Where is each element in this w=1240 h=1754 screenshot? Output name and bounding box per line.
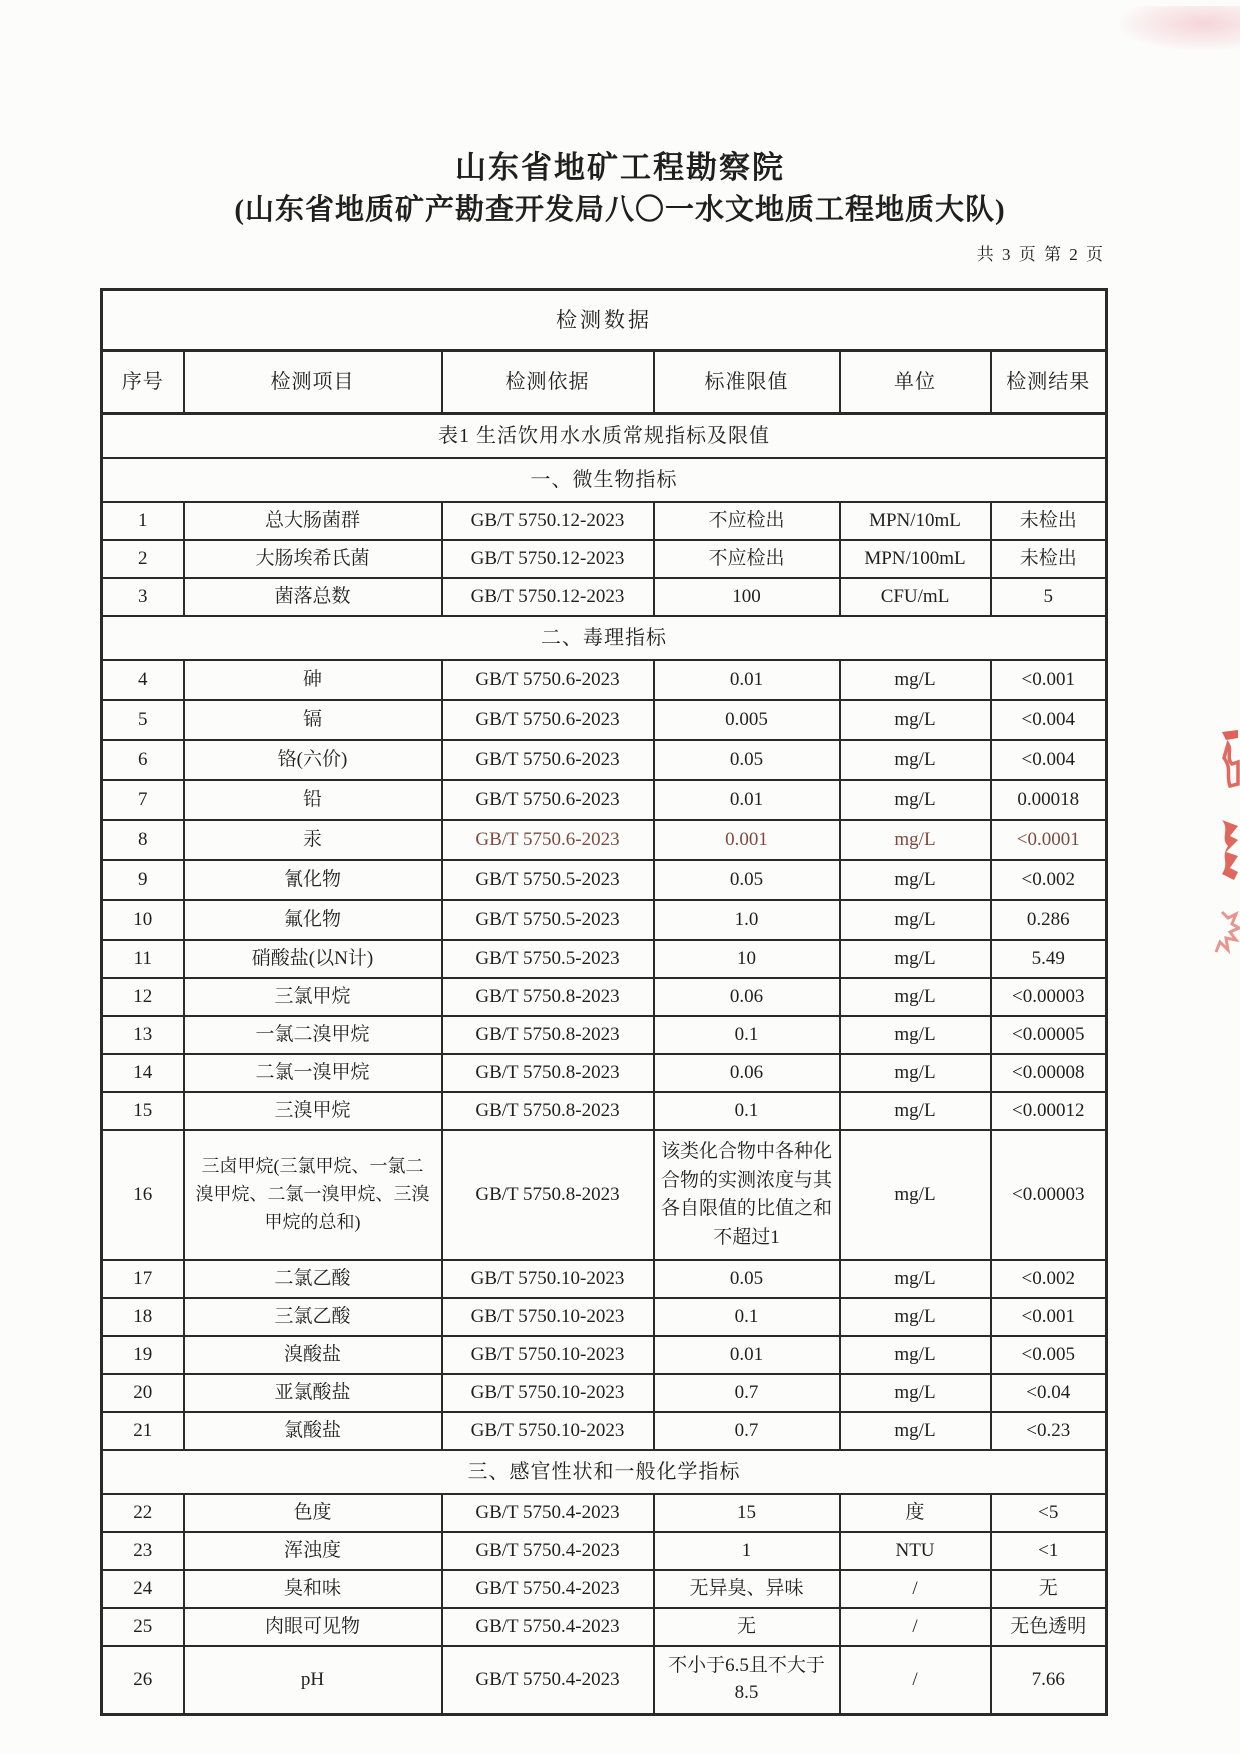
- cell-result: <0.005: [991, 1336, 1107, 1374]
- cell-item: 臭和味: [184, 1570, 442, 1608]
- section-label: 表1 生活饮用水水质常规指标及限值: [102, 414, 1107, 459]
- cell-no: 13: [102, 1016, 184, 1054]
- cell-basis: GB/T 5750.12-2023: [442, 540, 654, 578]
- cell-limit: 10: [654, 940, 840, 978]
- cell-no: 3: [102, 578, 184, 616]
- cell-no: 19: [102, 1336, 184, 1374]
- cell-limit: 不小于6.5且不大于8.5: [654, 1646, 840, 1715]
- seal-fragment-icon: [1214, 908, 1240, 956]
- cell-unit: mg/L: [840, 1092, 991, 1130]
- cell-item: 氰化物: [184, 860, 442, 900]
- cell-no: 7: [102, 780, 184, 820]
- cell-limit: 0.05: [654, 860, 840, 900]
- cell-limit: 1: [654, 1532, 840, 1570]
- cell-result: <0.00008: [991, 1054, 1107, 1092]
- cell-item: 氟化物: [184, 900, 442, 940]
- cell-no: 8: [102, 820, 184, 860]
- table-row: [102, 978, 1107, 1016]
- cell-item: 溴酸盐: [184, 1336, 442, 1374]
- cell-basis: GB/T 5750.4-2023: [442, 1608, 654, 1646]
- cell-basis: GB/T 5750.10-2023: [442, 1298, 654, 1336]
- table-row: [102, 578, 1107, 616]
- cell-unit: mg/L: [840, 1374, 991, 1412]
- cell-unit: mg/L: [840, 860, 991, 900]
- column-header-basis: 检测依据: [442, 351, 654, 414]
- table-row: [102, 1336, 1107, 1374]
- cell-no: 15: [102, 1092, 184, 1130]
- cell-unit: /: [840, 1570, 991, 1608]
- column-header-result: 检测结果: [991, 351, 1107, 414]
- cell-basis: GB/T 5750.5-2023: [442, 940, 654, 978]
- seal-fragment-icon: [1218, 728, 1240, 788]
- table-row: [102, 1412, 1107, 1450]
- cell-basis: GB/T 5750.8-2023: [442, 1092, 654, 1130]
- cell-limit: 0.01: [654, 1336, 840, 1374]
- cell-basis: GB/T 5750.6-2023: [442, 740, 654, 780]
- cell-basis: GB/T 5750.4-2023: [442, 1532, 654, 1570]
- table-row: [102, 940, 1107, 978]
- column-header-row: [102, 351, 1107, 414]
- cell-result: <0.00012: [991, 1092, 1107, 1130]
- cell-basis: GB/T 5750.8-2023: [442, 1054, 654, 1092]
- cell-item: 三氯甲烷: [184, 978, 442, 1016]
- cell-no: 1: [102, 502, 184, 540]
- cell-limit: 0.01: [654, 660, 840, 700]
- cell-result: 0.286: [991, 900, 1107, 940]
- cell-basis: GB/T 5750.8-2023: [442, 978, 654, 1016]
- cell-no: 10: [102, 900, 184, 940]
- cell-basis: GB/T 5750.5-2023: [442, 860, 654, 900]
- cell-item: 硝酸盐(以N计): [184, 940, 442, 978]
- cell-no: 2: [102, 540, 184, 578]
- column-header-unit: 单位: [840, 351, 991, 414]
- cell-result: <0.002: [991, 1260, 1107, 1298]
- cell-basis: GB/T 5750.4-2023: [442, 1570, 654, 1608]
- table-row: [102, 1608, 1107, 1646]
- cell-limit: 无: [654, 1608, 840, 1646]
- cell-basis: GB/T 5750.12-2023: [442, 502, 654, 540]
- table-row: [102, 740, 1107, 780]
- test-data-table: [100, 288, 1108, 1716]
- cell-basis: GB/T 5750.6-2023: [442, 820, 654, 860]
- table-row: [102, 700, 1107, 740]
- cell-limit: 0.005: [654, 700, 840, 740]
- cell-limit: 0.06: [654, 978, 840, 1016]
- cell-result: <0.004: [991, 700, 1107, 740]
- cell-result: 0.00018: [991, 780, 1107, 820]
- cell-limit: 0.01: [654, 780, 840, 820]
- cell-item: 铬(六价): [184, 740, 442, 780]
- column-header-no: 序号: [102, 351, 184, 414]
- cell-unit: mg/L: [840, 1054, 991, 1092]
- cell-unit: mg/L: [840, 700, 991, 740]
- cell-result: <0.004: [991, 740, 1107, 780]
- cell-no: 18: [102, 1298, 184, 1336]
- cell-unit: mg/L: [840, 780, 991, 820]
- cell-limit: 不应检出: [654, 502, 840, 540]
- cell-no: 17: [102, 1260, 184, 1298]
- cell-item: 总大肠菌群: [184, 502, 442, 540]
- cell-result: <0.0001: [991, 820, 1107, 860]
- cell-no: 14: [102, 1054, 184, 1092]
- cell-result: 未检出: [991, 502, 1107, 540]
- cell-item: 二氯一溴甲烷: [184, 1054, 442, 1092]
- cell-basis: GB/T 5750.6-2023: [442, 660, 654, 700]
- cell-limit: 不应检出: [654, 540, 840, 578]
- table-title-row: [102, 290, 1107, 351]
- cell-unit: mg/L: [840, 940, 991, 978]
- table-row: [102, 1298, 1107, 1336]
- cell-limit: 0.06: [654, 1054, 840, 1092]
- table-row: [102, 502, 1107, 540]
- cell-result: <1: [991, 1532, 1107, 1570]
- cell-result: 7.66: [991, 1646, 1107, 1715]
- cell-basis: GB/T 5750.4-2023: [442, 1494, 654, 1532]
- section-label: 一、微生物指标: [102, 458, 1107, 502]
- cell-unit: mg/L: [840, 820, 991, 860]
- cell-limit: 100: [654, 578, 840, 616]
- cell-basis: GB/T 5750.6-2023: [442, 780, 654, 820]
- cell-item: 亚氯酸盐: [184, 1374, 442, 1412]
- cell-basis: GB/T 5750.10-2023: [442, 1374, 654, 1412]
- cell-limit: 0.1: [654, 1298, 840, 1336]
- seal-fragment-icon: [1216, 818, 1240, 882]
- table-row: [102, 860, 1107, 900]
- document-header: [0, 0, 1240, 230]
- cell-no: 4: [102, 660, 184, 700]
- cell-unit: mg/L: [840, 1336, 991, 1374]
- cell-item: 镉: [184, 700, 442, 740]
- cell-no: 23: [102, 1532, 184, 1570]
- table-row: [102, 1646, 1107, 1715]
- cell-limit: 0.05: [654, 740, 840, 780]
- cell-basis: GB/T 5750.12-2023: [442, 578, 654, 616]
- cell-item: 三卤甲烷(三氯甲烷、一氯二溴甲烷、二氯一溴甲烷、三溴甲烷的总和): [184, 1130, 442, 1260]
- table-row: [102, 1494, 1107, 1532]
- cell-no: 5: [102, 700, 184, 740]
- cell-unit: mg/L: [840, 740, 991, 780]
- table-title: 检测数据: [102, 290, 1107, 351]
- column-header-item: 检测项目: [184, 351, 442, 414]
- cell-item: pH: [184, 1646, 442, 1715]
- cell-limit: 0.001: [654, 820, 840, 860]
- section-row: [102, 1450, 1107, 1494]
- cell-no: 25: [102, 1608, 184, 1646]
- table-row: [102, 1016, 1107, 1054]
- cell-item: 大肠埃希氏菌: [184, 540, 442, 578]
- section-label: 二、毒理指标: [102, 616, 1107, 660]
- table-row: [102, 1570, 1107, 1608]
- cell-item: 一氯二溴甲烷: [184, 1016, 442, 1054]
- section-label: 三、感官性状和一般化学指标: [102, 1450, 1107, 1494]
- cell-item: 三氯乙酸: [184, 1298, 442, 1336]
- cell-unit: mg/L: [840, 1260, 991, 1298]
- cell-limit: 该类化合物中各种化合物的实测浓度与其各自限值的比值之和不超过1: [654, 1130, 840, 1260]
- table-row: [102, 660, 1107, 700]
- cell-basis: GB/T 5750.8-2023: [442, 1016, 654, 1054]
- cell-unit: mg/L: [840, 1130, 991, 1260]
- table-row: [102, 1130, 1107, 1260]
- cell-item: 肉眼可见物: [184, 1608, 442, 1646]
- cell-unit: MPN/10mL: [840, 502, 991, 540]
- cell-no: 12: [102, 978, 184, 1016]
- cell-result: <5: [991, 1494, 1107, 1532]
- table-row: [102, 1374, 1107, 1412]
- cell-no: 9: [102, 860, 184, 900]
- cell-limit: 无异臭、异味: [654, 1570, 840, 1608]
- cell-unit: CFU/mL: [840, 578, 991, 616]
- cell-unit: mg/L: [840, 1412, 991, 1450]
- cell-item: 浑浊度: [184, 1532, 442, 1570]
- cell-limit: 15: [654, 1494, 840, 1532]
- cell-result: <0.23: [991, 1412, 1107, 1450]
- cell-basis: GB/T 5750.10-2023: [442, 1260, 654, 1298]
- table-row: [102, 1260, 1107, 1298]
- cell-unit: 度: [840, 1494, 991, 1532]
- cell-result: 未检出: [991, 540, 1107, 578]
- cell-result: <0.00003: [991, 978, 1107, 1016]
- cell-basis: GB/T 5750.4-2023: [442, 1646, 654, 1715]
- table-row: [102, 780, 1107, 820]
- cell-result: <0.00005: [991, 1016, 1107, 1054]
- cell-basis: GB/T 5750.8-2023: [442, 1130, 654, 1260]
- cell-result: <0.001: [991, 1298, 1107, 1336]
- cell-unit: mg/L: [840, 900, 991, 940]
- organization-subtitle: (山东省地质矿产勘查开发局八〇一水文地质工程地质大队): [234, 194, 1006, 226]
- section-row: [102, 616, 1107, 660]
- section-row: [102, 414, 1107, 459]
- cell-basis: GB/T 5750.6-2023: [442, 700, 654, 740]
- cell-result: 无: [991, 1570, 1107, 1608]
- cell-unit: NTU: [840, 1532, 991, 1570]
- cell-result: <0.002: [991, 860, 1107, 900]
- cell-unit: mg/L: [840, 1298, 991, 1336]
- cell-no: 26: [102, 1646, 184, 1715]
- cell-no: 6: [102, 740, 184, 780]
- cell-result: 5: [991, 578, 1107, 616]
- cell-result: <0.001: [991, 660, 1107, 700]
- cell-result: 5.49: [991, 940, 1107, 978]
- cell-unit: mg/L: [840, 660, 991, 700]
- cell-limit: 0.05: [654, 1260, 840, 1298]
- cell-item: 二氯乙酸: [184, 1260, 442, 1298]
- cell-unit: /: [840, 1646, 991, 1715]
- cell-unit: mg/L: [840, 978, 991, 1016]
- cell-limit: 0.7: [654, 1374, 840, 1412]
- cell-basis: GB/T 5750.10-2023: [442, 1336, 654, 1374]
- cell-basis: GB/T 5750.5-2023: [442, 900, 654, 940]
- cell-item: 汞: [184, 820, 442, 860]
- cell-item: 色度: [184, 1494, 442, 1532]
- table-row: [102, 1532, 1107, 1570]
- cell-no: 20: [102, 1374, 184, 1412]
- cell-limit: 0.1: [654, 1092, 840, 1130]
- cell-result: 无色透明: [991, 1608, 1107, 1646]
- cell-unit: /: [840, 1608, 991, 1646]
- cell-result: <0.04: [991, 1374, 1107, 1412]
- table-row: [102, 1054, 1107, 1092]
- table-row: [102, 1092, 1107, 1130]
- cell-item: 砷: [184, 660, 442, 700]
- table-row: [102, 900, 1107, 940]
- table-row: [102, 820, 1107, 860]
- cell-limit: 1.0: [654, 900, 840, 940]
- cell-unit: mg/L: [840, 1016, 991, 1054]
- cell-no: 11: [102, 940, 184, 978]
- table-row: [102, 540, 1107, 578]
- cell-no: 16: [102, 1130, 184, 1260]
- page-indicator: 共 3 页 第 2 页: [976, 245, 1105, 264]
- cell-result: <0.00003: [991, 1130, 1107, 1260]
- cell-no: 21: [102, 1412, 184, 1450]
- cell-limit: 0.7: [654, 1412, 840, 1450]
- cell-item: 菌落总数: [184, 578, 442, 616]
- section-row: [102, 458, 1107, 502]
- cell-limit: 0.1: [654, 1016, 840, 1054]
- organization-title: 山东省地矿工程勘察院: [455, 150, 785, 185]
- cell-unit: MPN/100mL: [840, 540, 991, 578]
- cell-no: 24: [102, 1570, 184, 1608]
- cell-no: 22: [102, 1494, 184, 1532]
- cell-basis: GB/T 5750.10-2023: [442, 1412, 654, 1450]
- cell-item: 三溴甲烷: [184, 1092, 442, 1130]
- cell-item: 铅: [184, 780, 442, 820]
- cell-item: 氯酸盐: [184, 1412, 442, 1450]
- column-header-limit: 标准限值: [654, 351, 840, 414]
